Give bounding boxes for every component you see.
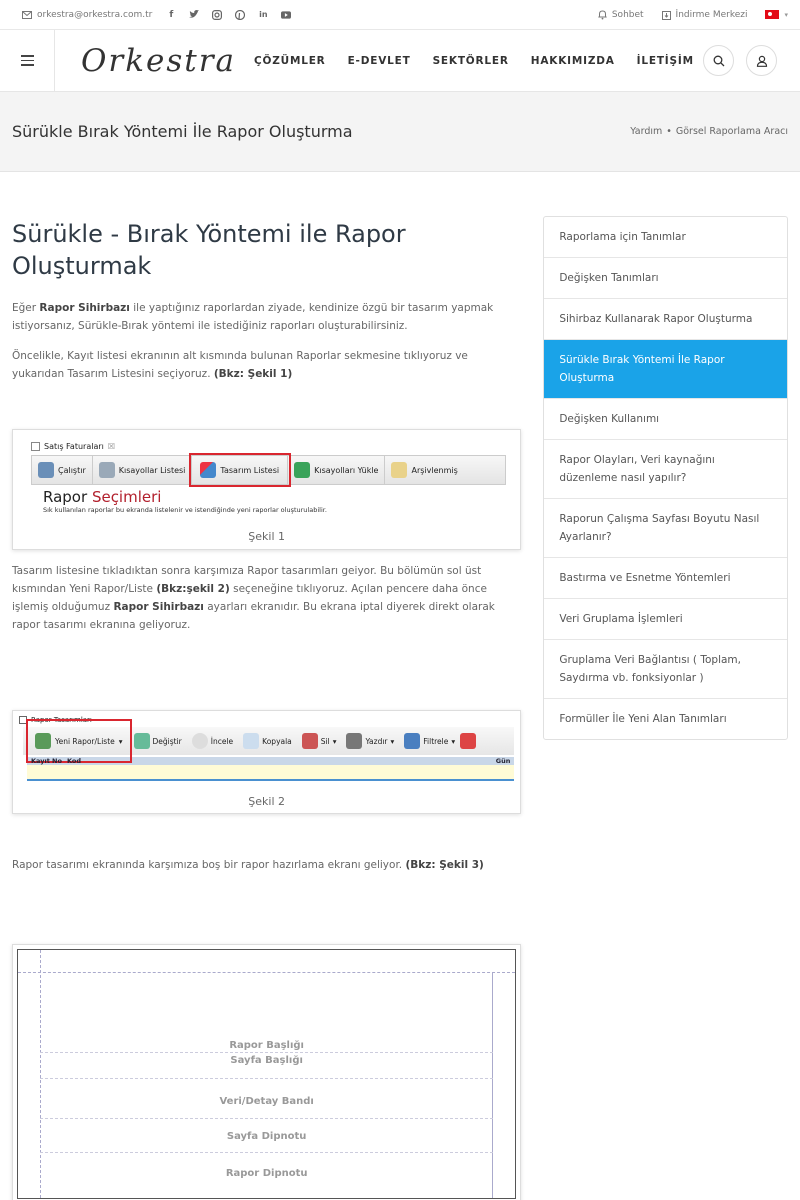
fig2-filter-button: Filtrele ▾: [399, 733, 460, 749]
email-link[interactable]: [22, 10, 152, 20]
fig2-inspect-button: İncele: [187, 733, 238, 749]
main-menu: [254, 55, 694, 67]
sidebar-item-formuller[interactable]: Formüller İle Yeni Alan Tanımları: [559, 713, 727, 725]
sidebar-nav: [543, 216, 788, 740]
fig1-archived-button: Arşivlenmiş: [385, 456, 463, 484]
figure-2-caption: Şekil 2: [248, 795, 286, 808]
document-icon: [31, 442, 40, 451]
sidebar-item-gruplama-baglantisi[interactable]: Gruplama Veri Bağlantısı ( Toplam, Saydırma vb. fonksiyonlar ): [544, 640, 787, 699]
paragraph-step-2: Tasarım listesine tıkladıktan sonra karşımıza Rapor tasarımları geiyor. Bu bölümün sol üst kısmından Yeni Rapor/Liste (Bkz:şekil 2) seçeneğine tıklıyoruz. Açılan pencere daha önce işlemiş olduğumuz Rapor Sihirbazı ayarları ekranıdır. Bu ekrana iptal diyerek direkt olarak rapor tasarımı ekranına geliyoruz.: [12, 565, 495, 631]
linkedin-icon[interactable]: in: [259, 10, 268, 19]
fig2-copy-button: Kopyala: [238, 733, 297, 749]
fig3-design-canvas: [17, 949, 516, 1199]
top-bar: [0, 0, 800, 30]
nav-item-cozumler[interactable]: ÇÖZÜMLER: [254, 54, 326, 67]
fig1-heading: Rapor Seçimleri: [43, 488, 162, 506]
chevron-down-icon: ▾: [784, 10, 788, 19]
fig2-print-button: Yazdır ▾: [341, 733, 399, 749]
fig1-toolbar: [31, 455, 506, 485]
main-navbar: [0, 30, 800, 92]
instagram-icon[interactable]: [212, 10, 222, 20]
sidebar-item-raporlama-tanimlar[interactable]: Raporlama için Tanımlar: [544, 217, 787, 258]
figure-1-caption: Şekil 1: [248, 530, 286, 543]
hamburger-menu-icon[interactable]: [0, 30, 55, 92]
article: [12, 172, 521, 1200]
breadcrumb-yardim[interactable]: Yardım: [630, 126, 663, 137]
breadcrumb-current: Görsel Raporlama Aracı: [675, 126, 788, 137]
bell-icon: [598, 10, 607, 20]
sidebar-item-degisken-kullanimi[interactable]: Değişken Kullanımı: [544, 399, 787, 440]
mail-icon: [22, 11, 32, 19]
sidebar-item-bastirma[interactable]: Bastırma ve Esnetme Yöntemleri: [544, 558, 787, 599]
fig3-band-page-header: Sayfa Başlığı: [230, 1055, 303, 1066]
fig2-delete-button: Sil ▾: [297, 733, 342, 749]
article-heading: Sürükle - Bırak Yöntemi ile Rapor Oluşturmak: [12, 220, 406, 280]
paragraph-intro: Eğer Rapor Sihirbazı ile yaptığınız raporlardan ziyade, kendinize özgü bir tasarım yapmak istiyorsanız, Sürükle-Bırak yöntemi ile istediğiniz raporları oluşturabilirsiniz.: [12, 302, 494, 332]
sidebar-item-sayfa-boyutu[interactable]: Raporun Çalışma Sayfası Boyutu Nasıl Ayarlanır?: [544, 499, 787, 558]
fig1-design-list-button: Tasarım Listesi: [192, 456, 288, 484]
paragraph-step-1: Öncelikle, Kayıt listesi ekranının alt kısmında bulunan Raporlar sekmesine tıklıyoruz ve yukarıdan Tasarım Listesini seçiyoruz. (Bkz: Şekil 1): [12, 350, 468, 380]
user-icon: [756, 55, 768, 67]
content-area: [0, 172, 800, 1200]
language-selector[interactable]: [765, 10, 788, 19]
figure-2: [12, 710, 521, 814]
twitter-icon[interactable]: [189, 10, 199, 20]
social-links: [166, 10, 291, 20]
search-icon: [713, 55, 725, 67]
fig1-tab-label: Satış Faturaları: [44, 441, 104, 451]
fig2-edit-button: Değiştir: [129, 733, 187, 749]
fig2-window-title: Rapor Tasarımları: [13, 711, 520, 724]
fig2-check-icon: [460, 733, 476, 749]
fig1-tab: [27, 437, 520, 455]
nav-item-e-devlet[interactable]: E-DEVLET: [347, 54, 411, 67]
nav-actions: [703, 45, 777, 76]
account-button[interactable]: [746, 45, 777, 76]
site-logo[interactable]: Orkestra: [81, 42, 237, 79]
breadcrumb-separator: •: [666, 126, 672, 137]
fig1-shortcuts-button: Kısayollar Listesi: [93, 456, 193, 484]
chat-label: Sohbet: [611, 9, 644, 20]
fig3-band-detail: Veri/Detay Bandı: [219, 1096, 314, 1107]
fig3-band-report-header: Rapor Başlığı: [229, 1040, 304, 1051]
page-title-bar: [0, 92, 800, 172]
chat-link[interactable]: [598, 10, 644, 20]
sidebar-item-surukle-birak[interactable]: Sürükle Bırak Yöntemi İle Rapor Oluşturma: [544, 340, 787, 399]
download-label: İndirme Merkezi: [675, 9, 748, 20]
sidebar-item-sihirbaz[interactable]: Sihirbaz Kullanarak Rapor Oluşturma: [544, 299, 787, 340]
fig3-band-report-footer: Rapor Dipnotu: [225, 1168, 308, 1179]
turkey-flag-icon: [765, 10, 779, 19]
fig1-subtext: Sık kullanılan raporlar bu ekranda listelenir ve istendiğinde yeni raporlar oluşturulabilir.: [43, 506, 327, 514]
fig1-run-button: Çalıştır: [32, 456, 93, 484]
page-title: Sürükle Bırak Yöntemi İle Rapor Oluşturma: [12, 122, 353, 141]
window-icon: [19, 716, 27, 724]
fig2-new-report-button: Yeni Rapor/Liste ▾: [29, 722, 129, 760]
download-icon: [662, 10, 671, 20]
sidebar-item-rapor-olaylari[interactable]: Rapor Olayları, Veri kaynağını düzenleme nasıl yapılır?: [544, 440, 787, 499]
youtube-icon[interactable]: [281, 10, 291, 20]
figure-1: [12, 429, 521, 550]
nav-item-sektorler[interactable]: SEKTÖRLER: [432, 54, 509, 67]
close-icon: ☒: [107, 441, 116, 451]
figure-3: [12, 944, 521, 1200]
fig2-grid-header: Kayıt No Kod Gün: [27, 757, 514, 765]
nav-item-hakkimizda[interactable]: HAKKIMIZDA: [530, 54, 615, 67]
top-right-links: [598, 10, 788, 20]
email-text: orkestra@orkestra.com.tr: [37, 9, 153, 20]
fig2-grid-row: [27, 765, 514, 781]
nav-item-iletisim[interactable]: İLETİŞİM: [636, 54, 694, 67]
search-button[interactable]: [703, 45, 734, 76]
fig1-load-shortcuts-button: Kısayolları Yükle: [288, 456, 385, 484]
facebook-icon[interactable]: f: [169, 9, 174, 20]
sidebar-item-degisken-tanimlari[interactable]: Değişken Tanımları: [544, 258, 787, 299]
breadcrumb: [630, 126, 788, 137]
paragraph-step-3: Rapor tasarımı ekranında karşımıza boş bir rapor hazırlama ekranı geliyor. (Bkz: Şekil 3): [12, 859, 484, 871]
fig2-toolbar: [23, 727, 514, 755]
sidebar-item-veri-gruplama[interactable]: Veri Gruplama İşlemleri: [544, 599, 787, 640]
download-center-link[interactable]: [662, 10, 748, 20]
pinterest-icon[interactable]: [235, 10, 245, 20]
fig3-band-page-footer: Sayfa Dipnotu: [226, 1131, 307, 1142]
